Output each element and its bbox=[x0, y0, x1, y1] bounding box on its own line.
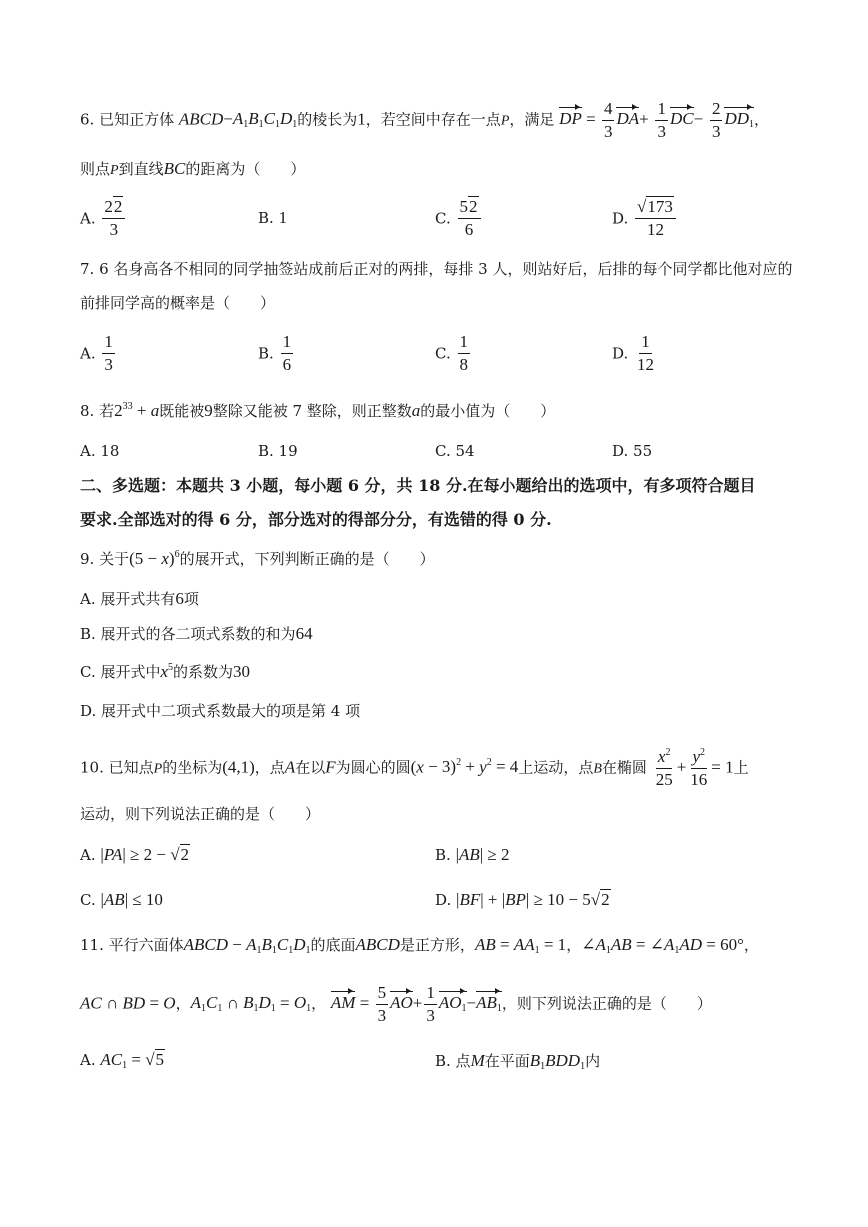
section-heading-line1: 二、多选题：本题共 3 小题，每小题 6 分，共 18 分.在每小题给出的选项中，有多项符合题目 bbox=[80, 476, 756, 495]
q10-option-c[interactable]: C. |AB| ≤ 10 bbox=[80, 890, 163, 909]
q7-option-b[interactable]: B. $\frac{1}{6}$ bbox=[258, 332, 292, 374]
fraction: $\frac{4}{3}$ bbox=[603, 99, 613, 141]
q11-option-a[interactable]: A. $AC_1 = √5$ bbox=[80, 1050, 165, 1071]
q9-option-b[interactable]: B. 展开式的各二项式系数的和为64 bbox=[80, 624, 313, 643]
q9-option-d[interactable]: D. 展开式中二项式系数最大的项是第 4 项 bbox=[80, 702, 361, 720]
q10-option-b[interactable]: B. |AB| ≥ 2 bbox=[435, 845, 510, 864]
q7-line1: 7. 6 名身高各不相同的同学抽签站成前后正对的两排，每排 3 人，则站好后，后排的每个同学都比他对应的 bbox=[80, 260, 793, 278]
q9-option-c[interactable]: C. 展开式中$x^5$的系数为30 bbox=[80, 662, 251, 681]
q8-option-a[interactable]: A. 18 bbox=[80, 442, 120, 460]
q10-line2: 运动，则下列说法正确的是（ ） bbox=[80, 805, 321, 823]
q6-line2: 则点P到直线BC的距离为（ ） bbox=[80, 159, 306, 178]
fraction: $\frac{2}{3}$ bbox=[711, 99, 721, 141]
q11-line2: AC ∩ BD = O，$A_1C_1$ ∩ $B_1D_1 = O_1$， AM = $\frac{5}{3}$ AO+ $\frac{1}{3}$ $AO_1-AB_1$，则下列说法正确的是（ ） bbox=[80, 983, 712, 1025]
fraction: $\frac{1}{3}$ bbox=[657, 99, 666, 141]
q9-line: 9. 关于$(5 - x)^6$的展开式，下列判断正确的是（ ） bbox=[80, 549, 435, 568]
q7-line2: 前排同学高的概率是（ ） bbox=[80, 294, 276, 312]
q8-line: 8. 若$2^{33} + a$既能被9整除又能被 7 整除，则正整数a的最小值为（ ） bbox=[80, 401, 556, 420]
q6-option-c[interactable]: C. $\frac{52}{6}$ bbox=[435, 198, 483, 239]
q7-option-a[interactable]: A. $\frac{1}{3}$ bbox=[80, 332, 113, 374]
q7-option-c[interactable]: C. $\frac{1}{8}$ bbox=[435, 332, 468, 374]
q11-option-b[interactable]: B. 点M在平面$B_1BDD_1$内 bbox=[435, 1051, 601, 1072]
q6-option-a[interactable]: A. $\frac{22}{3}$ bbox=[80, 198, 127, 239]
q8-option-c[interactable]: C. 54 bbox=[435, 442, 475, 460]
q6-option-d[interactable]: D. $\frac{√173}{12}$ bbox=[612, 198, 678, 239]
q8-option-b[interactable]: B. 19 bbox=[258, 442, 298, 460]
q7-option-d[interactable]: D. $\frac{1}{12}$ bbox=[612, 332, 655, 374]
q10-option-a[interactable]: A. |PA| ≥ 2 − √2 bbox=[80, 845, 190, 864]
q10-option-d[interactable]: D. |BF| + |BP| ≥ 10 − 5√2 bbox=[435, 890, 610, 909]
q6-option-b[interactable]: B. 1 bbox=[258, 208, 288, 227]
q8-option-d[interactable]: D. 55 bbox=[612, 442, 653, 460]
q11-line1: 11. 平行六面体ABCD − $A_1B_1C_1D_1$的底面ABCD是正方形，AB = $AA_1 = 1$，$\angle A_1AB$ = $\angle A_1AD = 60^\circ$， bbox=[80, 935, 759, 956]
q10-line1: 10. 已知点P的坐标为(4,1)，点A在以F为圆心的圆$(x - 3)^2 + y^2 = 4$上运动，点B在椭圆 $\frac{x^2}{25}$ + $\frac{y^2}{16}$ = 1上 bbox=[80, 747, 749, 789]
q9-option-a[interactable]: A. 展开式共有6项 bbox=[80, 589, 199, 608]
section-heading-line2: 要求.全部选对的得 6 分，部分选对的得部分分，有选错的得 0 分. bbox=[80, 510, 552, 529]
q6-line1: 6. 已知正方体 $ABCD-A_1B_1C_1D_1$的棱长为1，若空间中存在一点P，满足 DP = $\frac{4}{3}$ DA+ $\frac{1}{3}$ DC− $\frac{2}{3}$ $DD_1$， bbox=[80, 99, 770, 141]
